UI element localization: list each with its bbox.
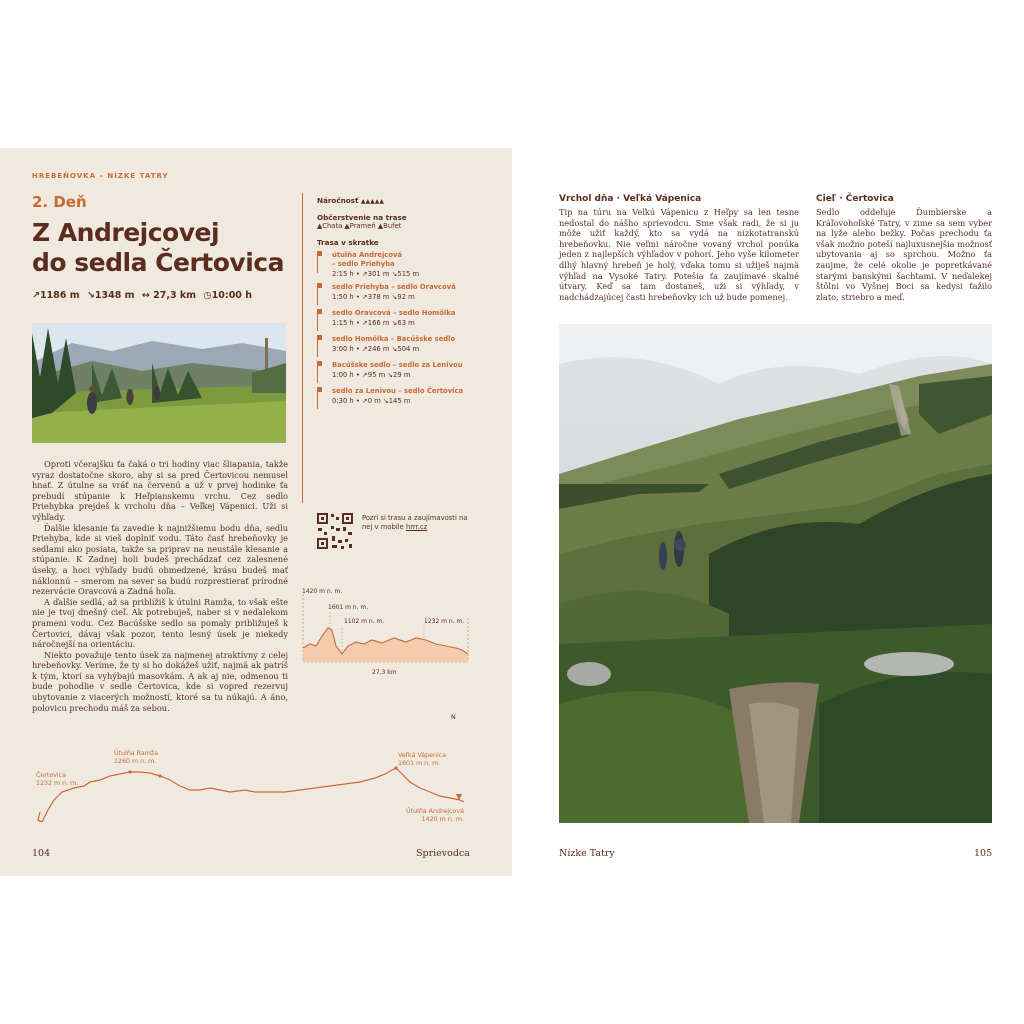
section-kicker: HREBEŇOVKA – NÍZKE TATRY	[32, 172, 169, 180]
qr-link[interactable]: hrrr.cz	[405, 523, 428, 531]
footer-right: Nízke Tatry	[559, 848, 615, 859]
map-label-andrejcova	[406, 808, 464, 823]
map-label-certovica	[36, 772, 78, 787]
main-body-text	[32, 459, 288, 713]
page-number-right: 105	[974, 848, 993, 859]
segment-name: sedlo Priehyba – sedlo Oravcová	[332, 283, 456, 291]
elevation-label: 1232 m n. m.	[424, 618, 465, 625]
distance-stat: ↔ 27,3 km	[141, 290, 197, 301]
qr-text: Pozri si trasu a zaujímavosti na nej v mobile	[362, 514, 468, 531]
segment-marker-icon	[317, 335, 326, 357]
segment-name: sedlo Oravcová – sedlo Homôlka	[332, 309, 456, 317]
difficulty-icons: ▲▲▲▲▲	[360, 198, 384, 205]
segment-marker-icon	[317, 309, 326, 331]
andrejcova-name: Útulňa Andrejcová	[406, 808, 464, 815]
elevation-label: 1102 m n. m.	[344, 618, 385, 625]
segment-name: sedlo za Lenivou – sedlo Čertovica	[332, 387, 464, 395]
footer-left: Sprievodca	[416, 848, 470, 859]
elevation-label: 1420 m n. m.	[302, 588, 343, 595]
vapenica-elevation: 1601 m n. m.	[398, 759, 441, 767]
time-stat: ◷10:00 h	[203, 290, 252, 301]
segment-name: Bacúšske sedlo – sedlo za Lenivou	[332, 361, 463, 369]
certovica-name: Čertovica	[36, 772, 66, 779]
page-number-left: 104	[32, 848, 51, 859]
certovica-elevation: 1232 m n. m.	[36, 779, 79, 787]
route-segment	[317, 361, 477, 383]
ridge-trail-photo	[559, 324, 992, 823]
route-segment	[317, 251, 477, 279]
segment-data: 2:15 h • ↗301 m ↘515 m	[332, 270, 420, 278]
refreshment-items: ▲Chata ▲Prameň ▲Bufet	[317, 222, 402, 230]
segment-data: 3:00 h • ↗246 m ↘504 m	[332, 345, 420, 353]
route-stats	[32, 290, 256, 301]
ramza-name: Útulňa Ramža	[114, 750, 159, 757]
difficulty-row	[317, 196, 477, 205]
route-map	[30, 714, 475, 835]
hikers-meadow-photo	[32, 323, 286, 443]
elevation-profile	[302, 588, 474, 688]
segment-name: útulňa Andrejcová	[332, 251, 403, 259]
qr-code-icon[interactable]	[316, 512, 354, 550]
segment-name: sedlo Homôlka – Bacúšske sedlo	[332, 335, 456, 343]
segment-data: 0:30 h • ↗0 m ↘145 m	[332, 397, 411, 405]
map-label-vapenica	[398, 752, 446, 767]
paragraph: Ďalšie klesanie ťa zavedie k najnižšiemu bodu dňa, sedlu Priehyba, kde si vieš doplniť vodu. Táto časť hrebeňovky je sedlami ako posiata, takže sa priprav na neustále klesanie a stúpanie. K Zadnej holi budeš prechádzať cez zalesnené úseky, a hoci výhľady budú obmedzené, krásu budeš mať náklonnú – smerom na sever sa budú rozprestierať prírodné rezervácie Oravcová a Zadná hoľa.	[32, 522, 288, 597]
distance-label: 27,3 km	[372, 669, 397, 676]
segment-marker-icon	[317, 283, 326, 305]
andrejcova-elevation: 1420 m n. m.	[421, 815, 464, 823]
peak-text: Tip na túru na Veľkú Vápenicu z Heľpy sa len tesne nedostal do nášho sprievodcu. Sme však radi, že si ju môže užiť každý, kto sa vydá na nízkotatranskú hrebeňovku. Nie veľmi náročne vovaný vrchol ponúka jeden z najlepších výhľadov v pohorí. Jeho vyše kilometer dlhý hlavný hrebeň je holý, vďaka tomu si užiješ najmä výhľad na Vysoké Tatry. Potešia ťa zaujímavé skalné útvary. Keď sa tam dostaneš, uži si výhľady, v nadchádzajúcej časti hrebeňovky ich už bude pomenej.	[559, 207, 799, 302]
segment-marker-icon	[317, 387, 326, 409]
title-line-2: do sedla Čertovica	[32, 248, 284, 277]
map-label-ramza	[114, 750, 158, 765]
title-line-1: Z Andrejcovej	[32, 218, 220, 247]
ascent-stat: ↗1186 m	[32, 290, 80, 301]
route-segment	[317, 387, 477, 409]
elevation-label: 1601 m n. m.	[328, 604, 369, 611]
segment-data: 1:50 h • ↗378 m ↘92 m	[332, 293, 415, 301]
segment-marker-icon	[317, 361, 326, 383]
descent-stat: ↘1348 m	[86, 290, 135, 301]
segment-data: 1:15 h • ↗166 m ↘63 m	[332, 319, 415, 327]
paragraph: Niekto považuje tento úsek za najmenej atraktívny z celej hrebeňovky. Veríme, že ty si ho dokážeš užiť, najmä ak patríš k tým, ktorí sa vyhýbajú masovkám. A ak aj nie, odmenou ti bude pohodlie v sedle Čertovica, kde si vopred rezervuj ubytovanie z viacerých možností, ktoré sa tu núkajú. A áno, polovicu prechodu máš za sebou.	[32, 649, 288, 713]
segment-name-cont: – sedlo Priehyba	[332, 260, 395, 268]
route-info-sidebar	[302, 193, 477, 503]
qr-caption	[362, 514, 472, 532]
vapenica-name: Veľká Vápenica	[398, 752, 447, 759]
destination-heading: Cieľ · Čertovica	[816, 194, 894, 204]
ramza-elevation: 1260 m n. m.	[114, 757, 157, 765]
segment-marker-icon	[317, 251, 326, 273]
route-segment	[317, 335, 477, 357]
north-icon: N	[451, 714, 456, 721]
segment-data: 1:00 h • ↗95 m ↘29 m	[332, 371, 411, 379]
day-label: 2. Deň	[32, 193, 87, 211]
page-title	[32, 218, 292, 278]
route-segment	[317, 283, 477, 305]
route-segment	[317, 309, 477, 331]
difficulty-label: Náročnosť	[317, 196, 359, 205]
paragraph: A ďalšie sedlá, až sa priblížiš k útulni Ramža, to však ešte nie je tvoj dnešný cieľ. Ak potrebuješ, naber si v neďalekom prameni vodu. Cez Bacúšske sedlo sa pomaly približuješ k Čertovici, dávaj však pozor, tento lesný úsek je niekedy náročnejší na orientáciu.	[32, 596, 288, 650]
paragraph: Oproti včerajšku ťa čaká o tri hodiny viac šliapania, takže vyraz dostatočne skoro, aby si sa pred Čertovicou nemusel hnať. Z útulne sa vráť na červenú a už v prvej hodinke ťa prebudí stúpanie k Heľpianskemu vrchu. Cez sedlo Priehybka prejdeš k vrcholu dňa – Veľkej Vápenici. Uži si výhľady.	[32, 459, 288, 522]
route-summary-label: Trasa v skratke	[317, 238, 379, 247]
peak-heading: Vrchol dňa · Veľká Vápenica	[559, 194, 702, 204]
destination-text: Sedlo oddeľuje Ďumbierske a Kráľovohoľské Tatry, v zime sa sem vyber na lyže alebo bežky. Počas prechodu ťa však možno poteší najluxusnejšia možnosť ubytovania aj so sprchou. Možno ťa zaujme, že celé okolie je popretkávané starými banskými šachtami. V neďalekej štôlni vo Vyšnej Boci sa kedysi ťažilo zlato, striebro a meď.	[816, 207, 992, 302]
refreshment-label: Občerstvenie na trase	[317, 213, 407, 222]
